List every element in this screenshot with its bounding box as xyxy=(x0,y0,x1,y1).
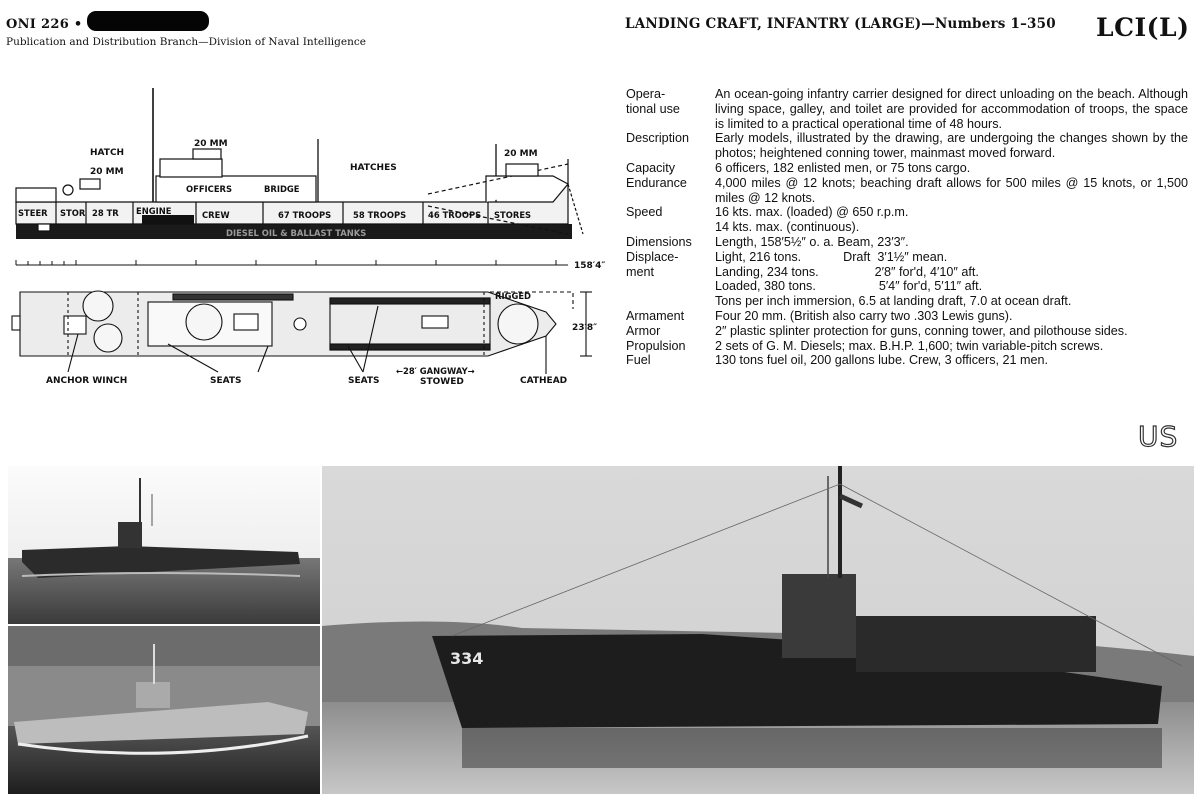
spec-value: An ocean-going infantry carrier designed for direct unloading on the beach. Although living space, galley, and toilet are provided for accommodation of troops, the space is limited to a practical operational time of 48 hours. xyxy=(715,87,1188,131)
spec-label: Opera- tional use xyxy=(626,87,680,116)
label-tanks: DIESEL OIL & BALLAST TANKS xyxy=(226,228,367,238)
label-seats-1: SEATS xyxy=(210,376,242,386)
label-hatches: HATCHES xyxy=(350,163,397,173)
spec-label: Capacity xyxy=(626,160,675,175)
label-20mm-center: 20 MM xyxy=(194,139,228,149)
spec-value: 6 officers, 182 enlisted men, or 75 tons cargo. xyxy=(715,160,971,175)
spec-label: Displace- ment xyxy=(626,249,679,279)
spec-label: Armament xyxy=(626,308,685,323)
label-bridge: BRIDGE xyxy=(264,184,300,194)
spec-row xyxy=(626,353,1188,368)
spec-label: Endurance xyxy=(626,175,687,190)
spec-row xyxy=(626,87,1188,131)
label-hatch: HATCH xyxy=(90,148,125,158)
label-46-troops: 46 TROOPS xyxy=(428,210,482,220)
spec-value: Light, 216 tons. Draft 3′1½″ mean. Landing, 234 tons. 2′8″ for'd, 4′10″ aft. Loaded, 380 tons. 5′4″ for'd, 5′11″ aft. Tons per inch immersion, 6.5 at landing draft, 7.0 at ocean draft. xyxy=(715,249,1072,309)
spec-row xyxy=(626,235,1188,250)
redaction-mark xyxy=(87,11,209,31)
spec-row xyxy=(626,131,1188,161)
label-20mm-right: 20 MM xyxy=(504,149,538,159)
label-crew: CREW xyxy=(202,210,230,220)
spec-row xyxy=(626,161,1188,176)
spec-label: Armor xyxy=(626,323,661,338)
photo-lci-334 xyxy=(322,466,1194,794)
label-seats-2: SEATS xyxy=(348,376,380,386)
label-58-troops: 58 TROOPS xyxy=(353,210,407,220)
hull-number: 334 xyxy=(450,649,484,668)
length-label: 158′4″ xyxy=(574,261,606,271)
label-officers: OFFICERS xyxy=(186,184,233,194)
spec-label: Propulsion xyxy=(626,338,686,353)
label-stowed: STOWED xyxy=(420,377,464,387)
spec-row xyxy=(626,324,1188,339)
spec-row xyxy=(626,205,1188,235)
label-anchor-winch: ANCHOR WINCH xyxy=(46,376,128,386)
page-title: LANDING CRAFT, INFANTRY (LARGE)—Numbers 1–350 xyxy=(625,16,1056,32)
spec-row xyxy=(626,309,1188,324)
spec-label: Speed xyxy=(626,205,663,220)
label-steer: STEER xyxy=(18,208,48,218)
spec-value: 4,000 miles @ 12 knots; beaching draft allows for 500 miles @ 15 knots, or 1,500 miles @ 12 knots. xyxy=(715,175,1188,205)
spec-value: Four 20 mm. (British also carry two .303 Lewis guns). xyxy=(715,308,1013,323)
document-id: ONI 226 • xyxy=(6,17,83,33)
header-left xyxy=(6,14,366,48)
specifications-table xyxy=(626,87,1188,368)
spec-value: Length, 158′5½″ o. a. Beam, 23′3″. xyxy=(715,234,909,249)
publication-branch: Publication and Distribution Branch—Division of Naval Intelligence xyxy=(6,36,366,48)
label-stores: STORES xyxy=(494,210,532,220)
spec-value: Early models, illustrated by the drawing, are undergoing the changes shown by the photos; heightened conning tower, mainmast moved forward. xyxy=(715,131,1188,161)
label-stor: STOR xyxy=(60,208,86,218)
spec-label: Description xyxy=(626,131,689,146)
spec-value: 16 kts. max. (loaded) @ 650 r.p.m. 14 kts. max. (continuous). xyxy=(715,205,909,235)
label-gangway: ←28′ GANGWAY→ xyxy=(396,366,475,376)
spec-value: 2 sets of G. M. Diesels; max. B.H.P. 1,600; twin variable-pitch screws. xyxy=(715,338,1104,353)
spec-label: Fuel xyxy=(626,353,651,368)
label-engine: ENGINE xyxy=(136,206,172,216)
spec-label: Dimensions xyxy=(626,234,692,249)
vessel-code: LCI(L) xyxy=(1096,13,1190,42)
label-20mm-left: 20 MM xyxy=(90,167,124,177)
spec-row xyxy=(626,176,1188,206)
length-scale xyxy=(16,260,568,265)
spec-value: 2″ plastic splinter protection for guns, conning tower, and pilothouse sides. xyxy=(715,323,1128,338)
spec-value: 130 tons fuel oil, 200 gallons lube. Crew, 3 officers, 21 men. xyxy=(715,353,1049,368)
spec-row xyxy=(626,250,1188,309)
beam-label: 23′8″ xyxy=(572,323,598,333)
photo-ship-underway xyxy=(8,626,320,794)
label-cathead: CATHEAD xyxy=(520,376,568,386)
label-rigged: RIGGED xyxy=(495,291,531,301)
label-67-troops: 67 TROOPS xyxy=(278,210,332,220)
spec-row xyxy=(626,339,1188,354)
ship-drawing-svg xyxy=(8,84,608,394)
nation-mark: US xyxy=(1138,420,1179,453)
label-28tr: 28 TR xyxy=(92,208,119,218)
photo-ship-port-side xyxy=(8,466,320,624)
ship-drawings xyxy=(8,84,608,399)
plan-view xyxy=(12,291,592,374)
